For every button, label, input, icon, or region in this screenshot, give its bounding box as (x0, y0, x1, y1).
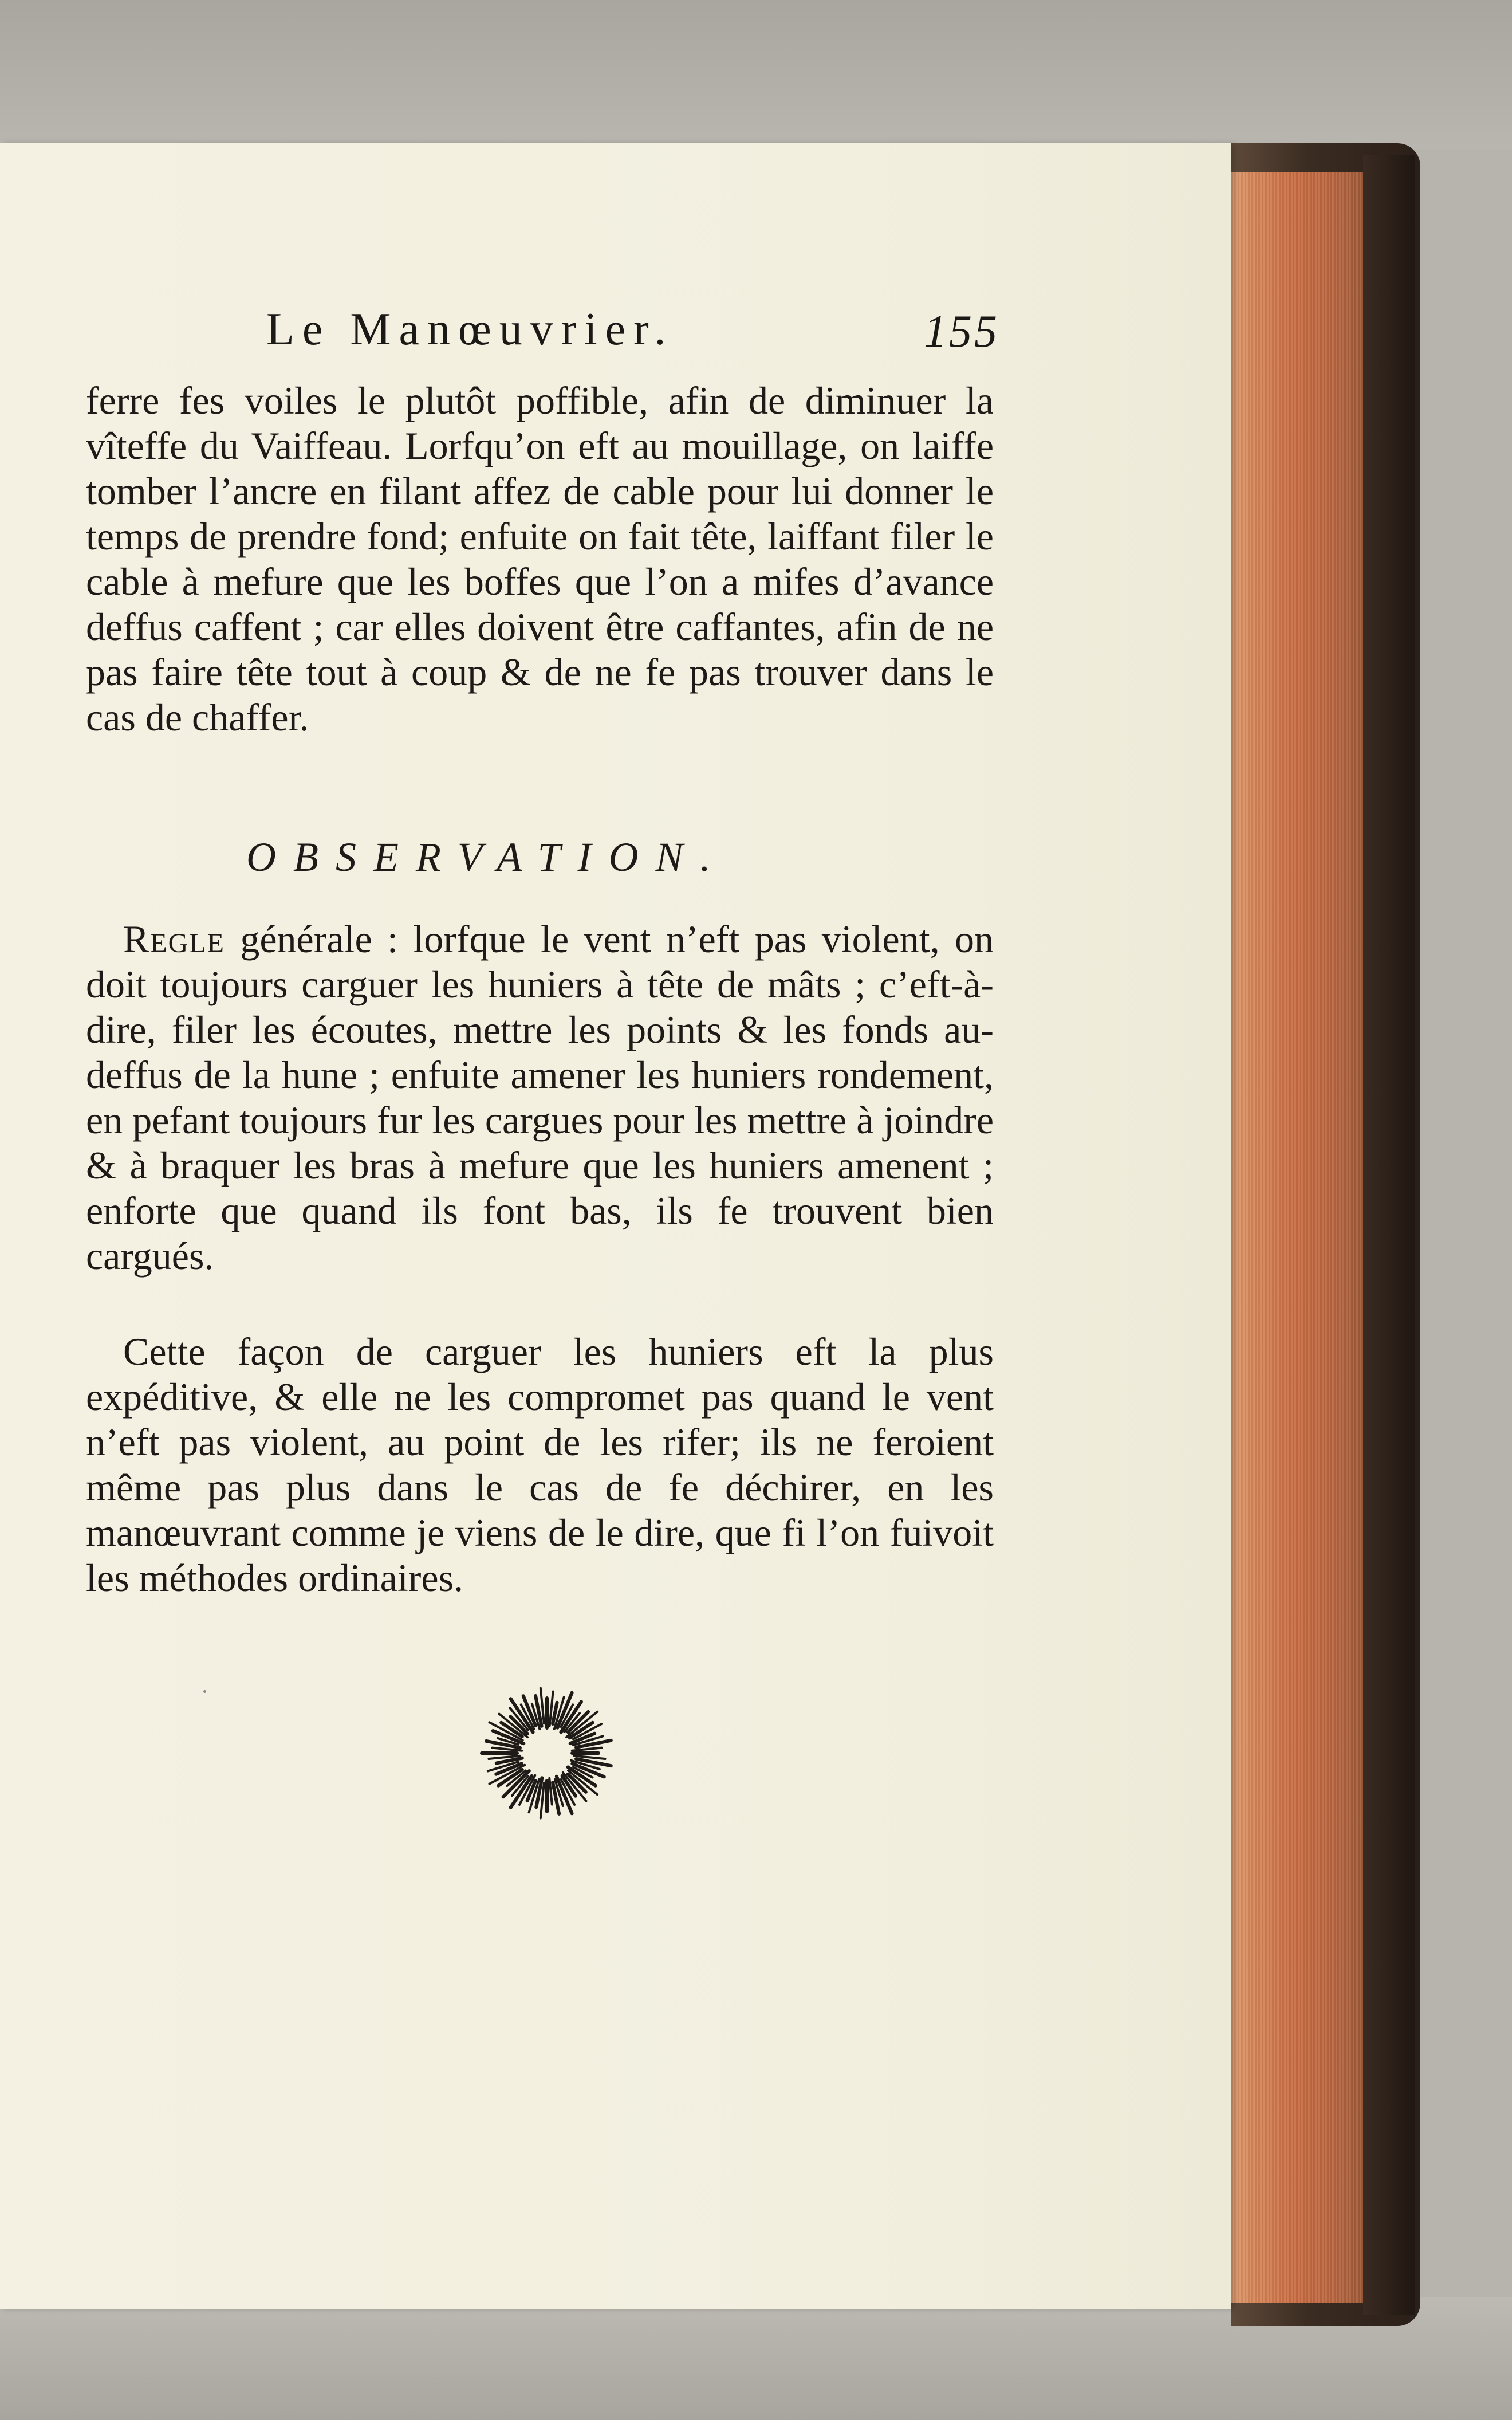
paragraph-cette (86, 1329, 994, 1601)
section-heading: OBSERVATION. (246, 834, 728, 880)
running-head-title: Le Manœuvrier. (266, 304, 674, 355)
ink-speck (203, 1690, 206, 1693)
page-block-edges (1208, 172, 1363, 2303)
paragraph-lead-word: Regle (123, 917, 225, 961)
paragraph-continuation (86, 378, 994, 740)
page-number: 155 (924, 307, 999, 357)
paragraph-text (86, 917, 994, 1279)
scan-background-top (0, 0, 1512, 149)
paragraph-regle (86, 917, 994, 1279)
book-cover-edge (1363, 155, 1415, 2315)
running-head (266, 304, 999, 361)
fleuron-ray (576, 1759, 611, 1766)
sunburst-fleuron-icon (478, 1684, 616, 1822)
paragraph-body: générale : lorfque le vent n’eft pas violent, on doit toujours carguer les huniers à tête de mâts ; c’eft-à-dire, filer les écoutes, mettre les points & les fonds au-deffus de la hune ; enfuite amener les huniers rondement, en pefant toujours fur les cargues pour les mettre à joindre & à braquer les bras à mefure que les huniers amenent ; enforte que quand ils font bas, ils fe trouvent bien cargués. (86, 917, 994, 1278)
paragraph-text: Cette façon de carguer les huniers eft la plus expéditive, & elle ne les compromet pas quand le vent n’eft pas violent, au point de les rifer; ils ne feroient même pas plus dans le cas de fe déchirer, en les manœuvrant comme je viens de le dire, que fi l’on fuivoit les méthodes ordinaires. (86, 1330, 994, 1600)
paragraph-text: ferre fes voiles le plutôt poffible, afin de diminuer la vîteffe du Vaiffeau. Lorfqu’on eft au mouillage, on laiffe tomber l’ancre en filant affez de cable pour lui donner le temps de prendre fond; enfuite on fait tête, laiffant filer le cable à mefure que les boffes que l’on a mifes d’avance deffus caffent ; car elles doivent être caffantes, afin de ne pas faire tête tout à coup & de ne fe pas trouver dans le cas de chaffer. (86, 379, 994, 739)
